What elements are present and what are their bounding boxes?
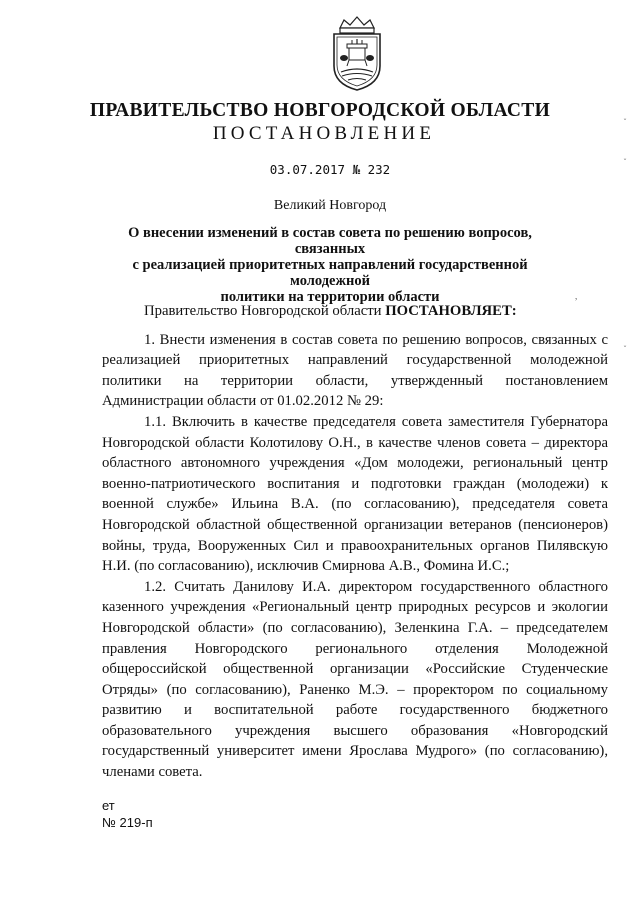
footer-ref: № 219-п xyxy=(102,815,153,830)
enacting-text: Правительство Новгородской области xyxy=(144,303,386,319)
document-title xyxy=(100,225,560,305)
document-type: ПОСТАНОВЛЕНИЕ xyxy=(212,123,436,144)
margin-mark: ˇ xyxy=(623,158,627,167)
enacting-keyword: ПОСТАНОВЛЯЕТ: xyxy=(385,303,517,319)
city: Великий Новгород xyxy=(273,198,387,213)
enacting-clause xyxy=(102,301,608,322)
stray-mark: , xyxy=(575,291,578,301)
coat-of-arms-icon xyxy=(326,14,388,94)
government-name: ПРАВИТЕЛЬСТВО НОВГОРОДСКОЙ ОБЛАСТИ xyxy=(89,100,551,121)
title-line: с реализацией приоритетных направлений государственной молодежной xyxy=(132,257,528,289)
date-number: 03.07.2017 № 232 xyxy=(269,162,391,177)
decree-body xyxy=(102,301,608,783)
margin-mark: ˇ xyxy=(623,118,627,127)
registration-footer xyxy=(102,797,153,831)
paragraph-1: 1. Внести изменения в состав совета по решению вопросов, связанных с реализацией приоритетных направлений государственной молодежной политики на территории области, утвержденный постановлением Администрации области от 01.02.2012 № 29: xyxy=(102,331,608,410)
paragraph-1-2: 1.2. Считать Данилову И.А. директором государственного областного казенного учреждения «Региональный центр природных ресурсов и экологии Новгородской области» (по согласованию), Зеленкина Г.А. – председателем правления Новгородского регионального отделения Молодежной общероссийской общественной организации «Российские Студенческие Отряды» (по согласованию), Раненко М.Э. – проректором по социальному развитию и воспитательной работе государственного бюджетного образовательного учреждения высшего образования «Новгородский государственный университет имени Ярослава Мудрого» (по согласованию), членами совета. xyxy=(102,578,608,781)
margin-mark: ˇ xyxy=(623,345,627,354)
footer-initials: ет xyxy=(102,798,115,813)
title-line: О внесении изменений в состав совета по решению вопросов, связанных xyxy=(128,225,532,257)
title-line: политики на территории области xyxy=(220,289,440,305)
paragraph-1-1: 1.1. Включить в качестве председателя совета заместителя Губернатора Новгородской области Колотилову О.Н., в качестве членов совета – директора областного автономного учреждения «Дом молодежи, региональный центр военно-патриотического воспитания и подготовки граждан (молодежи) к военной службе» Ильина В.А. (по согласованию), председателя совета Новгородской областной общественной организации ветеранов (пенсионеров) войны, труда, Вооруженных Сил и правоохранительных органов Пилявскую Н.И. (по согласованию), исключив Смирнова А.В., Фомина И.С.; xyxy=(102,413,608,575)
